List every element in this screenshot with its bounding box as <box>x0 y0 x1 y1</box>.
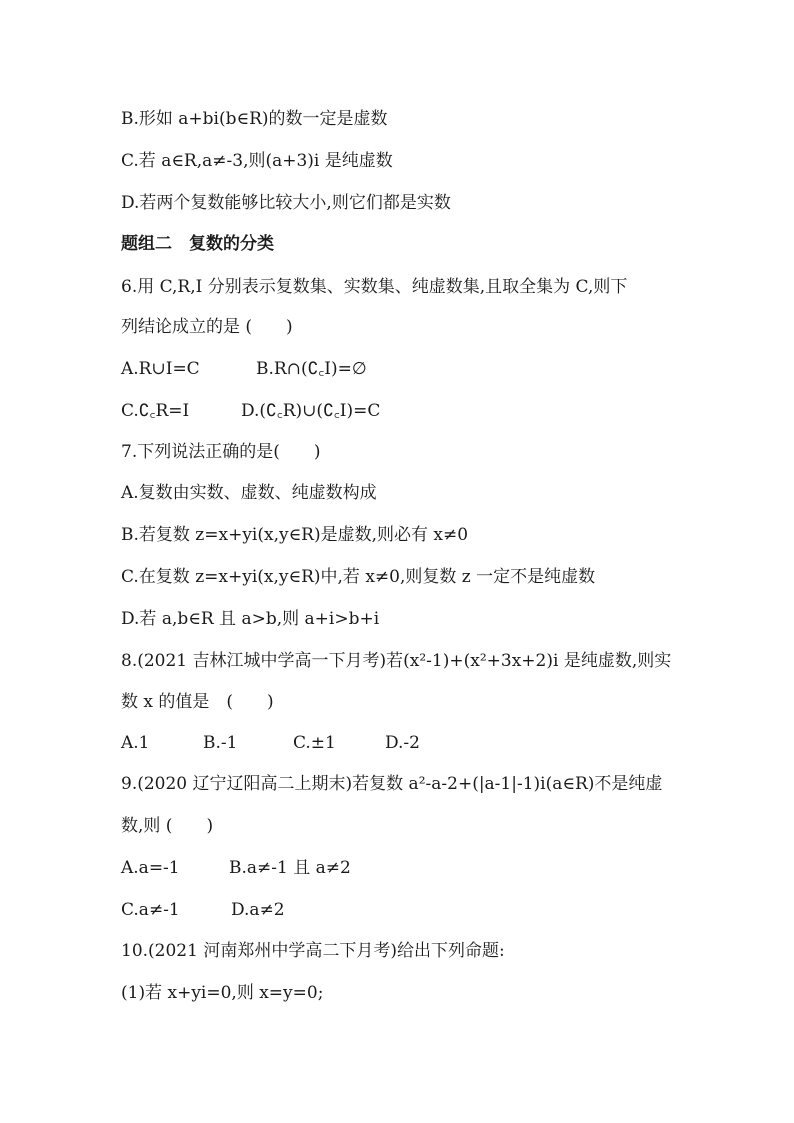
question-10-item-1: (1)若 x+yi=0,则 x=y=0; <box>121 983 324 1003</box>
question-9-stem-cont: 数,则 ( ) <box>121 816 214 836</box>
option-d: D.(∁꜀R)∪(∁꜀I)=C <box>241 401 381 421</box>
question-6-options-row2 <box>121 400 380 422</box>
option-a: A.a=-1 <box>121 858 180 878</box>
option-d: D.-2 <box>385 733 420 753</box>
question-6-options-row1 <box>121 358 367 380</box>
option-a: A.R∪I=C <box>121 359 200 379</box>
option-b: B.-1 <box>203 733 238 753</box>
text-line-d-option: D.若两个复数能够比较大小,则它们都是实数 <box>121 193 451 213</box>
option-c: C.±1 <box>293 733 336 753</box>
question-7-option-d: D.若 a,b∈R 且 a>b,则 a+i>b+i <box>121 609 380 629</box>
text-line-b-option: B.形如 a+bi(b∈R)的数一定是虚数 <box>121 109 388 129</box>
option-c: C.∁꜀R=I <box>121 401 190 421</box>
question-9-options-row1 <box>121 857 351 879</box>
question-10-stem: 10.(2021 河南郑州中学高二下月考)给出下列命题: <box>121 941 505 961</box>
question-8-stem: 8.(2021 吉林江城中学高一下月考)若(x²-1)+(x²+3x+2)i 是纯虚数,则实 <box>121 651 672 671</box>
question-9-options-row2 <box>121 899 285 921</box>
option-a: A.1 <box>121 733 150 753</box>
question-8-options-row <box>121 732 420 754</box>
question-6-stem: 6.用 C,R,I 分别表示复数集、实数集、纯虚数集,且取全集为 C,则下 <box>121 277 628 297</box>
option-d: D.a≠2 <box>231 900 285 920</box>
question-7-option-c: C.在复数 z=x+yi(x,y∈R)中,若 x≠0,则复数 z 一定不是纯虚数 <box>121 567 596 587</box>
section-heading: 题组二 复数的分类 <box>121 234 274 254</box>
question-8-stem-cont: 数 x 的值是 ( ) <box>121 692 274 712</box>
option-c: C.a≠-1 <box>121 900 180 920</box>
option-b: B.R∩(∁꜀I)=∅ <box>256 359 367 379</box>
text-line-c-option: C.若 a∈R,a≠-3,则(a+3)i 是纯虚数 <box>121 151 393 171</box>
question-7-option-b: B.若复数 z=x+yi(x,y∈R)是虚数,则必有 x≠0 <box>121 525 469 545</box>
question-9-stem: 9.(2020 辽宁辽阳高二上期末)若复数 a²-a-2+(|a-1|-1)i(a∈R)不是纯虚 <box>121 774 663 794</box>
question-6-stem-cont: 列结论成立的是 ( ) <box>121 317 293 337</box>
question-7-option-a: A.复数由实数、虚数、纯虚数构成 <box>121 483 377 503</box>
option-b: B.a≠-1 且 a≠2 <box>229 858 351 878</box>
question-7-stem: 7.下列说法正确的是( ) <box>121 442 321 462</box>
